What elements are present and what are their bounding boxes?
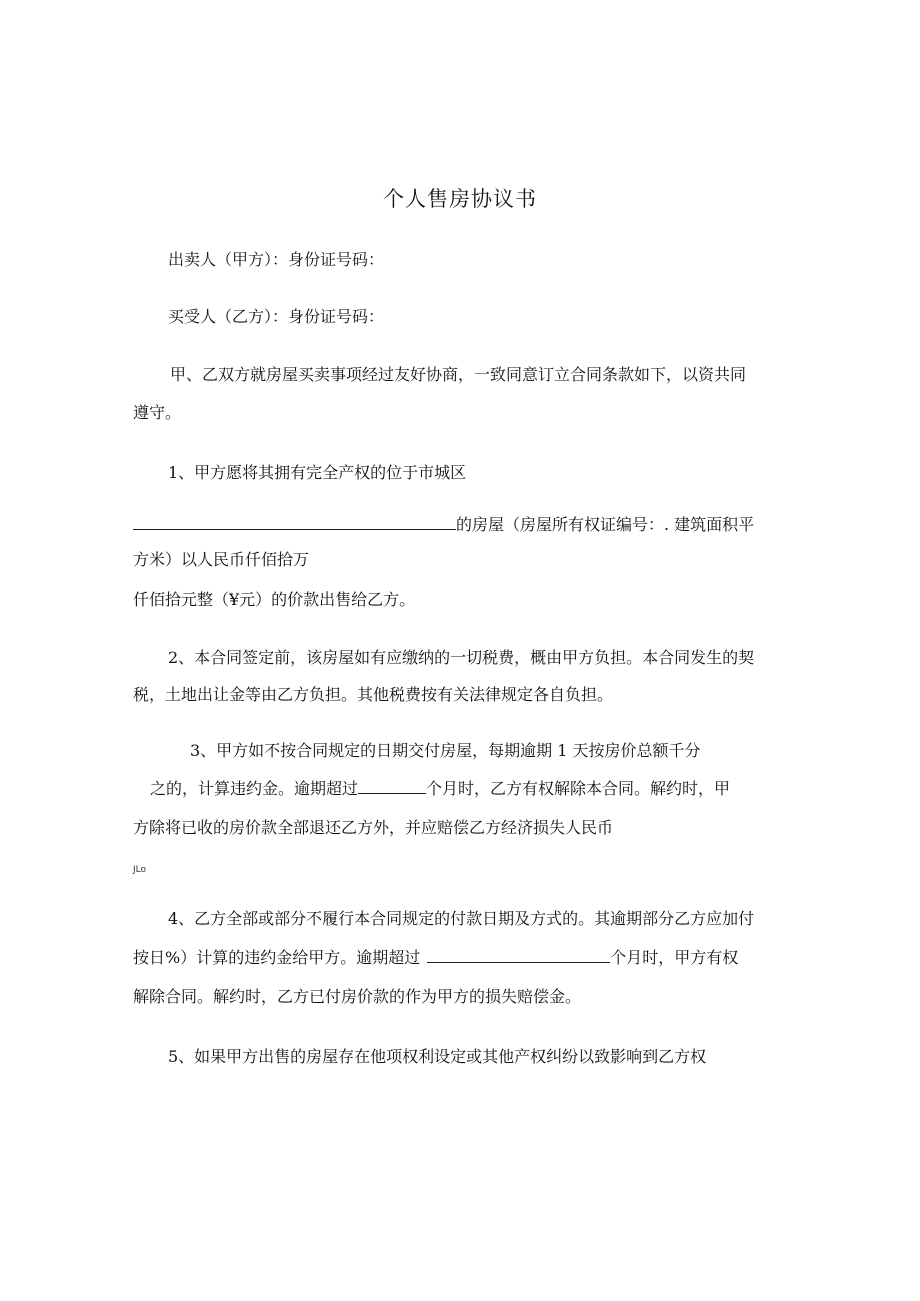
clause2-line-2: 税，土地出让金等由乙方负担。其他税费按有关法律规定各自负担。	[133, 685, 614, 704]
payment-months-blank	[427, 948, 610, 963]
buyer-line: 买受人（乙方）：身份证号码：	[168, 307, 385, 326]
clause3-line-3: 方除将已收的房价款全部退还乙方外，并应赔偿乙方经济损失人民币	[133, 818, 614, 837]
clause4-line-2-start: 按日%）计算的违约金给甲方。逾期超过	[133, 948, 421, 967]
clause1-line-4: 仟佰拾元整（¥元）的价款出售给乙方。	[133, 590, 416, 609]
clause5-line-1: 5、如果甲方出售的房屋存在他项权利设定或其他产权纠纷以致影响到乙方权	[168, 1047, 707, 1066]
document-title: 个人售房协议书	[383, 187, 537, 211]
months-overdue-blank	[358, 779, 426, 794]
clause3-line-2-start: 之的，计算违约金。逾期超过	[150, 779, 359, 798]
clause4-line-1: 4、乙方全部或部分不履行本合同规定的付款日期及方式的。其逾期部分乙方应加付	[168, 909, 755, 928]
clause1-line-1: 1、甲方愿将其拥有完全产权的位于市城区	[168, 463, 467, 482]
clause1-line-2-text: 的房屋（房屋所有权证编号：. 建筑面积平	[456, 515, 755, 534]
clause4-line-3: 解除合同。解约时，乙方已付房价款的作为甲方的损失赔偿金。	[133, 987, 582, 1006]
seller-line: 出卖人（甲方）：身份证号码：	[168, 250, 385, 269]
clause3-note: JLo	[133, 865, 147, 875]
clause3-line-2-end: 个月时，乙方有权解除本合同。解约时，甲	[426, 779, 731, 798]
clause3-line-2	[150, 779, 730, 799]
intro-line-1: 甲、乙双方就房屋买卖事项经过友好协商，一致同意订立合同条款如下，以资共同	[170, 365, 747, 384]
intro-line-2: 遵守。	[133, 403, 182, 422]
property-location-blank	[133, 515, 456, 530]
clause4-line-2	[133, 948, 738, 968]
clause4-line-2-end: 个月时，甲方有权	[610, 948, 739, 967]
clause1-line-3: 方米）以人民币仟佰拾万	[133, 550, 310, 569]
clause1-line-2	[133, 515, 754, 535]
clause3-line-1: 3、甲方如不按合同规定的日期交付房屋，每期逾期 1 天按房价总额千分	[190, 741, 701, 760]
clause2-line-1: 2、本合同签定前，该房屋如有应缴纳的一切税费，概由甲方负担。本合同发生的契	[168, 648, 755, 667]
